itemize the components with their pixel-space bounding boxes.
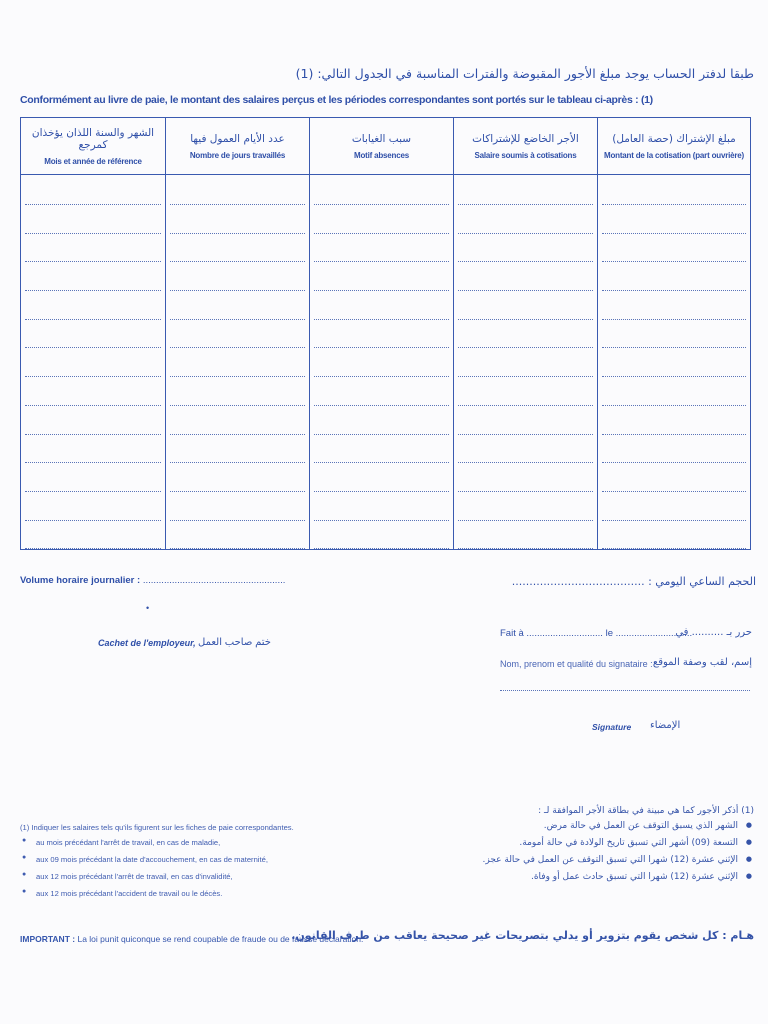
footnote-list [34, 838, 294, 898]
signatory-label-ar: إسم، لقب وصفة الموقع [652, 657, 752, 668]
dotted-entry-line[interactable] [170, 463, 305, 492]
column-header-fr: Montant de la cotisation (part ouvrière) [603, 150, 745, 160]
column-body-month[interactable] [21, 175, 166, 550]
dotted-entry-line[interactable] [602, 377, 746, 406]
footnote-item: ● aux 12 mois précédant l'arrêt de travail, en cas d'invalidité, [34, 872, 294, 881]
dotted-entry-line[interactable] [314, 320, 449, 349]
dotted-entry-line[interactable] [458, 492, 593, 521]
daily-hours-dots: ...................................................... [142, 575, 286, 586]
dotted-entry-line[interactable] [314, 492, 449, 521]
dotted-entry-line[interactable] [170, 205, 305, 234]
dotted-entry-line[interactable] [458, 435, 593, 464]
dotted-entry-line[interactable] [602, 492, 746, 521]
dotted-entry-line[interactable] [25, 435, 161, 464]
dotted-entry-line[interactable] [314, 262, 449, 291]
column-header-ar: الأجر الخاضع للإشتراكات [472, 132, 579, 145]
dotted-entry-line[interactable] [170, 492, 305, 521]
dotted-entry-line[interactable] [170, 320, 305, 349]
dotted-entry-line[interactable] [458, 205, 593, 234]
daily-hours-dots-ar: ...................................... [511, 575, 645, 588]
stray-mark: • [146, 603, 150, 613]
footnote-item-ar: ● التسعة (09) أشهر التي تسبق تاريخ الولادة في حالة أمومة. [394, 838, 738, 848]
dotted-entry-line[interactable] [314, 348, 449, 377]
dotted-entry-line[interactable] [458, 320, 593, 349]
dotted-entry-line[interactable] [314, 377, 449, 406]
footnote-french [20, 823, 294, 906]
place-date-field[interactable]: Fait à ............................. le ............................. [500, 628, 693, 639]
dotted-entry-line[interactable] [602, 234, 746, 263]
employer-stamp-label: Cachet de l'employeur, [98, 638, 196, 648]
dotted-entry-line[interactable] [314, 521, 449, 550]
footnote-heading: (1) Indiquer les salaires tels qu'ils figurent sur les fiches de paie correspondantes. [20, 823, 294, 832]
column-header-salary [454, 118, 598, 175]
column-header-ar: سبب الغيابات [351, 132, 412, 145]
dotted-entry-line[interactable] [25, 521, 161, 550]
dotted-entry-line[interactable] [602, 348, 746, 377]
dotted-entry-line[interactable] [25, 320, 161, 349]
dotted-entry-line[interactable] [25, 492, 161, 521]
employer-stamp-label-ar: ختم صاحب العمل [198, 637, 271, 648]
dotted-entry-line[interactable] [602, 320, 746, 349]
intro-french: Conformément au livre de paie, le montant des salaires perçus et les périodes correspondantes sont portés sur le tableau ci-après : (1) [20, 94, 653, 106]
dotted-entry-line[interactable] [170, 521, 305, 550]
dotted-entry-line[interactable] [314, 234, 449, 263]
place-date-label-ar: حرر بـ .......... في [675, 627, 752, 638]
column-header-ar: عدد الأيام العمول فيها [190, 132, 285, 145]
dotted-entry-line[interactable] [458, 521, 593, 550]
dotted-entry-line[interactable] [314, 463, 449, 492]
dotted-entry-line[interactable] [458, 291, 593, 320]
dotted-entry-line[interactable] [458, 406, 593, 435]
dotted-entry-line[interactable] [602, 262, 746, 291]
dotted-entry-line[interactable] [458, 377, 593, 406]
column-body-absence[interactable] [310, 175, 454, 550]
dotted-entry-line[interactable] [314, 205, 449, 234]
table-body-row [21, 175, 751, 550]
footnote-item: ● au mois précédant l'arrêt de travail, en cas de maladie, [34, 838, 294, 847]
dotted-entry-line[interactable] [25, 291, 161, 320]
dotted-entry-line[interactable] [314, 291, 449, 320]
daily-hours-field-fr[interactable] [20, 575, 285, 586]
column-header-fr: Nombre de jours travaillés [189, 150, 286, 160]
daily-hours-field-ar[interactable] [512, 575, 756, 588]
column-header-fr: Motif absences [354, 150, 409, 160]
dotted-entry-line[interactable] [25, 175, 161, 205]
dotted-entry-line[interactable] [458, 463, 593, 492]
footnote-item-ar: ● الشهر الذي يسبق التوقف عن العمل في حالة مرض. [394, 821, 738, 831]
important-notice-ar: هـام : كل شخص يقوم بتزوير أو يدلي بتصريحات غير صحيحة يعاقب من طرف القانون. [291, 929, 754, 942]
footnote-arabic [394, 806, 754, 889]
footnote-item: ● aux 12 mois précédant l'accident de travail ou le décès. [34, 889, 294, 898]
dotted-entry-line[interactable] [25, 262, 161, 291]
dotted-entry-line[interactable] [170, 262, 305, 291]
column-header-fr: Mois et année de référence [44, 156, 142, 166]
dotted-entry-line[interactable] [25, 205, 161, 234]
signature-label-ar: الإمضاء [650, 720, 681, 731]
footnote-item-ar: ● الإثني عشرة (12) شهرا التي تسبق حادث عمل أو وفاة. [394, 872, 738, 882]
column-header-ar: مبلغ الإشتراك (حصة العامل) [612, 132, 736, 145]
important-label: IMPORTANT : [20, 934, 76, 944]
dotted-entry-line[interactable] [170, 291, 305, 320]
daily-hours-label: Volume horaire journalier : [20, 575, 141, 586]
footnote-item-ar: ● الإثني عشرة (12) شهرا التي تسبق التوقف عن العمل في حالة عجز. [394, 855, 738, 865]
important-text: La loi punit quiconque se rend coupable de fraude ou de fausse déclaration. [77, 934, 364, 944]
intro-arabic: طبقا لدفتر الحساب يوجد مبلغ الأجور المقبوضة والفترات المناسبة في الجدول التالي: (1) [295, 66, 754, 81]
dotted-entry-line[interactable] [602, 291, 746, 320]
daily-hours-label-ar: الحجم الساعي اليومي : [648, 575, 756, 588]
dotted-entry-line[interactable] [25, 348, 161, 377]
dotted-entry-line[interactable] [602, 406, 746, 435]
column-header-contribution [598, 118, 751, 175]
footnote-item: ● aux 09 mois précédant la date d'accouchement, en cas de maternité, [34, 855, 294, 864]
signature-label: Signature [592, 722, 632, 732]
dotted-entry-line[interactable] [25, 406, 161, 435]
dotted-entry-line[interactable] [602, 463, 746, 492]
dotted-entry-line[interactable] [458, 262, 593, 291]
dotted-entry-line[interactable] [314, 435, 449, 464]
dotted-entry-line[interactable] [170, 406, 305, 435]
signatory-label: Nom, prenom et qualité du signataire : [500, 659, 653, 669]
dotted-entry-line[interactable] [170, 435, 305, 464]
dotted-entry-line[interactable] [170, 348, 305, 377]
dotted-entry-line[interactable] [314, 175, 449, 205]
dotted-entry-line[interactable] [170, 175, 305, 205]
dotted-entry-line[interactable] [25, 234, 161, 263]
dotted-entry-line[interactable] [602, 435, 746, 464]
column-header-ar: الشهر والسنة اللذان يؤخذان كمرجع [31, 126, 155, 151]
dotted-entry-line[interactable] [458, 348, 593, 377]
dotted-entry-line[interactable] [170, 377, 305, 406]
dotted-entry-line[interactable] [25, 463, 161, 492]
dotted-entry-line[interactable] [25, 377, 161, 406]
column-body-contribution[interactable] [598, 175, 751, 550]
column-header-absence [310, 118, 454, 175]
column-body-days[interactable] [166, 175, 310, 550]
footnote-list-ar [394, 821, 738, 882]
column-header-fr: Salaire soumis à cotisations [474, 150, 577, 160]
table-header-row [21, 118, 751, 175]
column-header-month [21, 118, 166, 175]
wage-table [20, 117, 751, 550]
footnote-heading-ar: (1) أذكر الأجور كما هي مبينة في بطاقة الأجر الموافقة لـ : [538, 806, 754, 816]
dotted-entry-line[interactable] [602, 521, 746, 550]
dotted-entry-line[interactable] [170, 234, 305, 263]
dotted-entry-line[interactable] [458, 234, 593, 263]
column-header-days [166, 118, 310, 175]
dotted-entry-line[interactable] [602, 205, 746, 234]
dotted-entry-line[interactable] [458, 175, 593, 205]
dotted-entry-line[interactable] [602, 175, 746, 205]
column-body-salary[interactable] [454, 175, 598, 550]
signatory-field[interactable] [500, 689, 750, 691]
dotted-entry-line[interactable] [314, 406, 449, 435]
